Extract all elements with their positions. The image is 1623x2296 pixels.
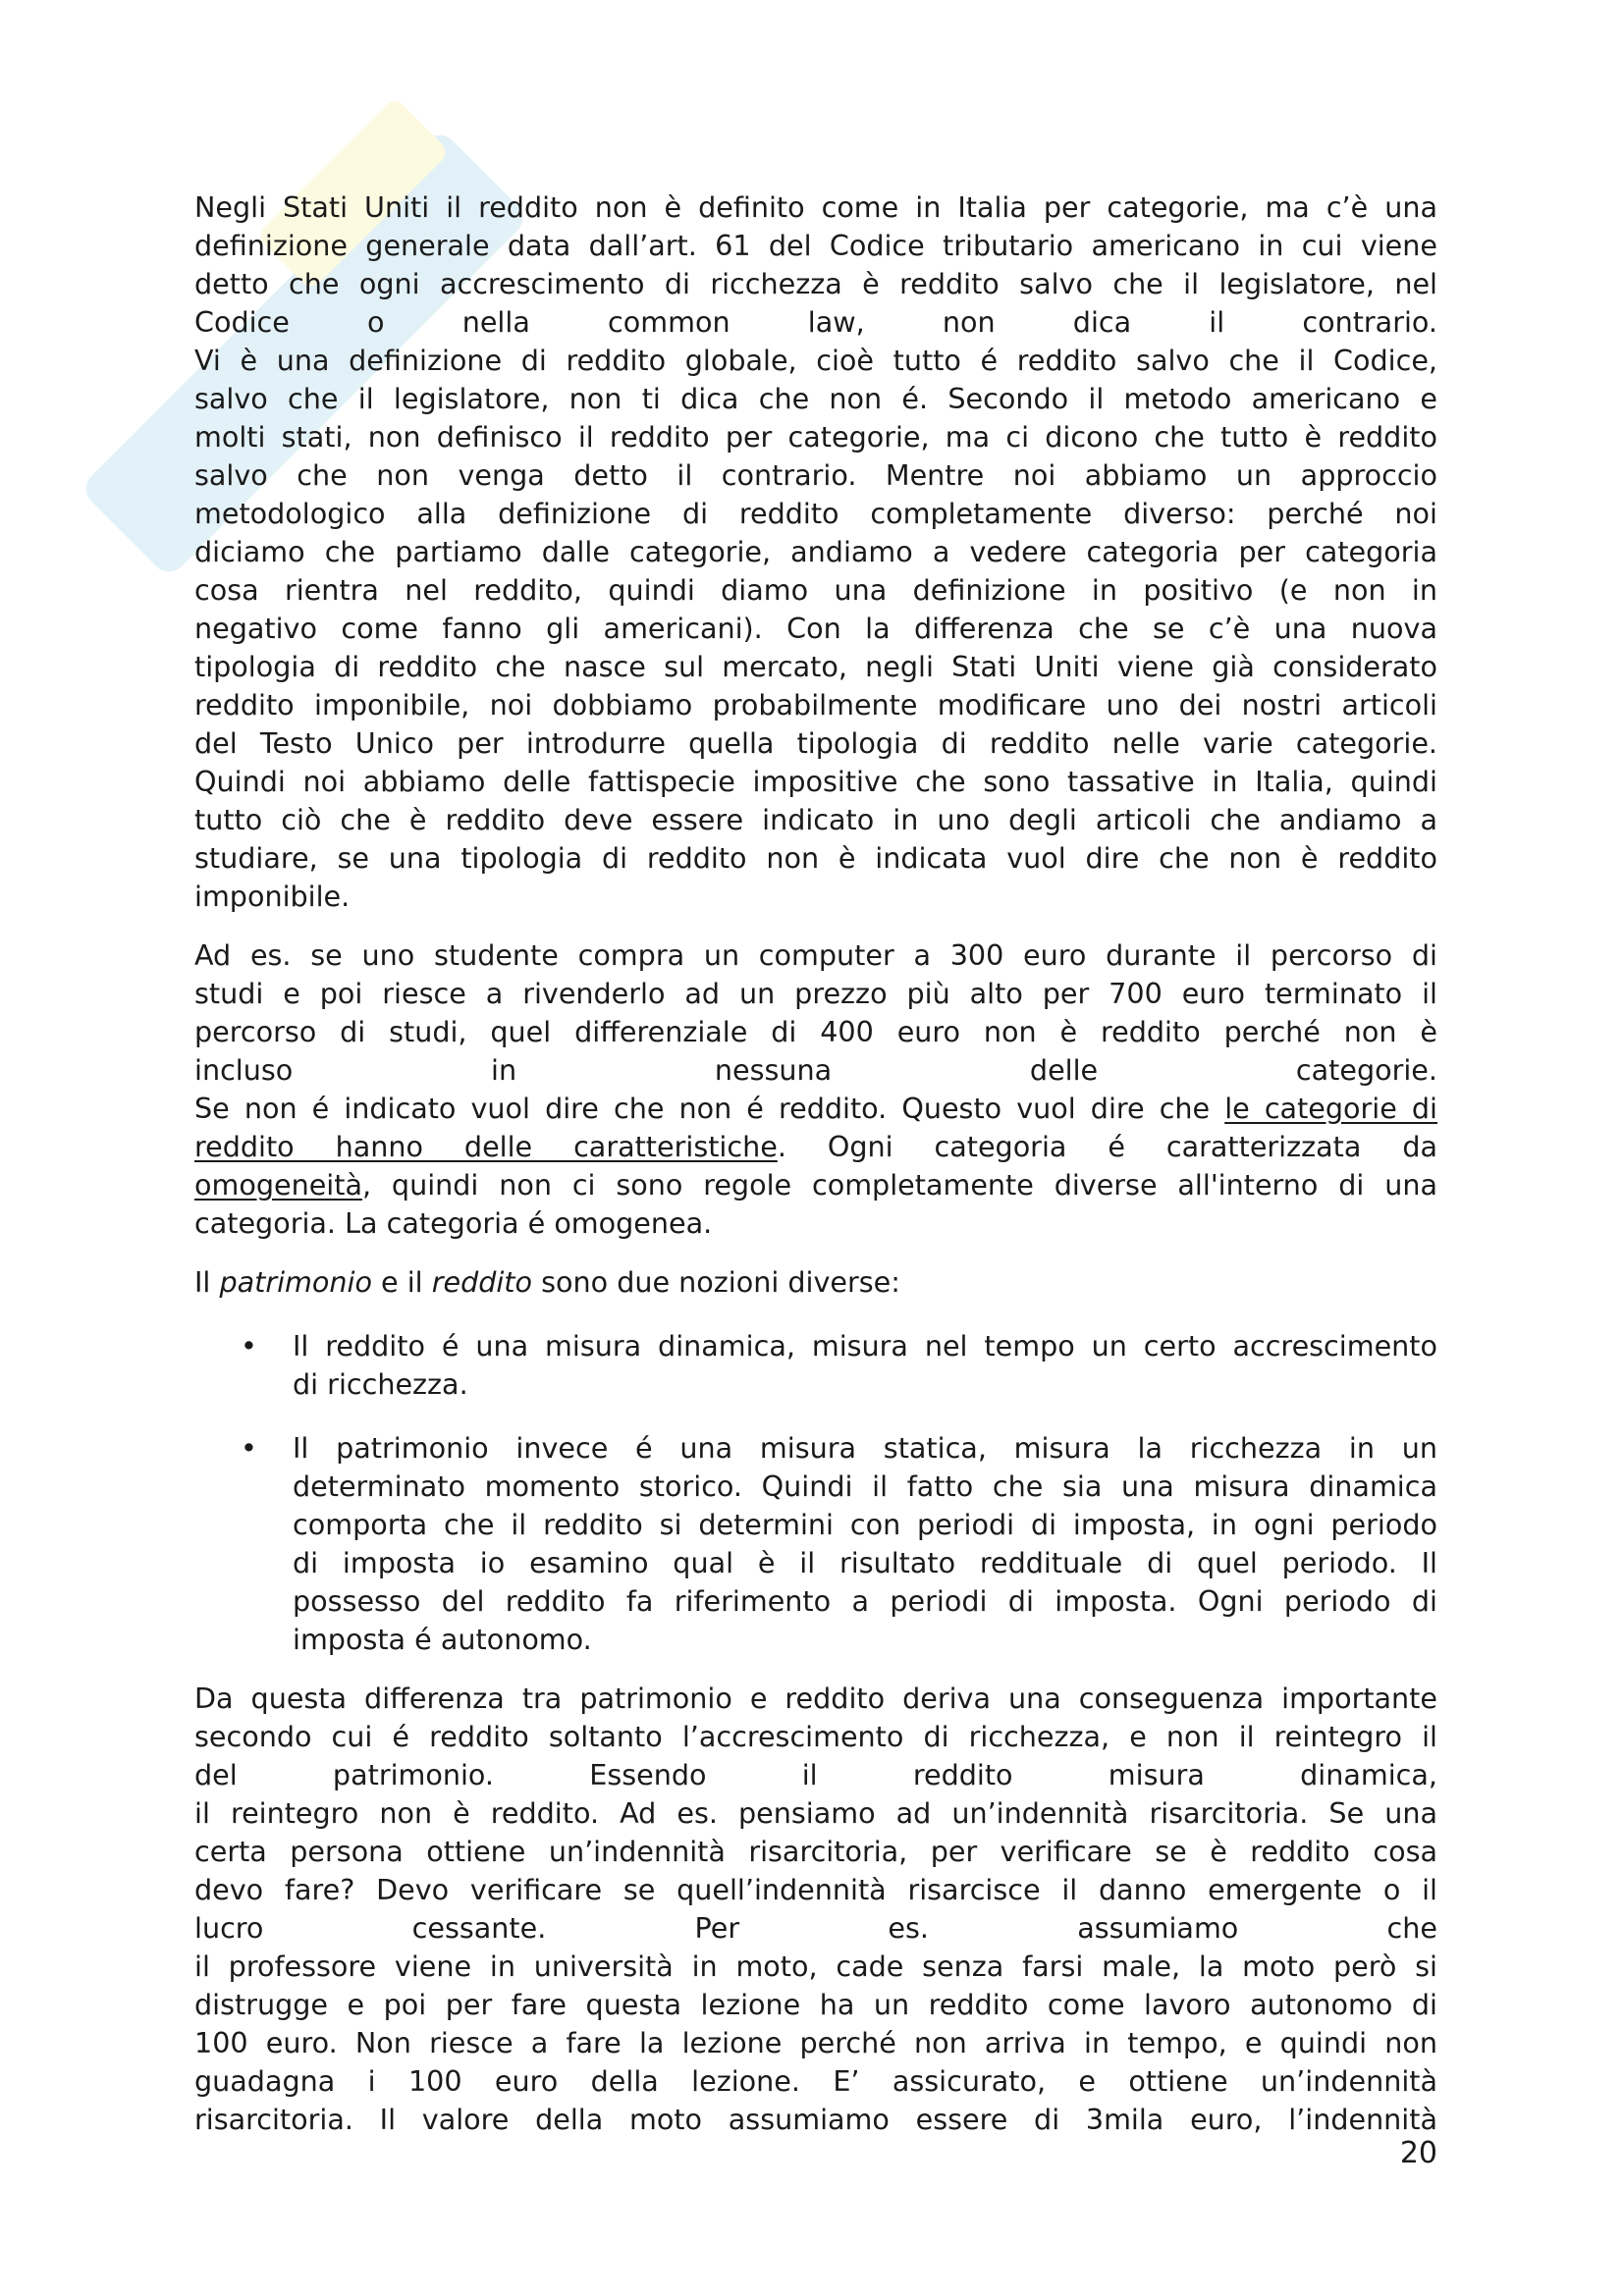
underlined-text: le categorie di [1224,1092,1437,1125]
text-line: diciamo che partiamo dalle categorie, andiamo a vedere categoria per categoria [194,535,1437,568]
text-line: salvo che il legislatore, non ti dica che non é. Secondo il metodo americano e [194,382,1437,415]
text-line: detto che ogni accrescimento di ricchezza è reddito salvo che il legislatore, nel [194,267,1437,300]
text-line: distrugge e poi per fare questa lezione ha un reddito come lavoro autonomo di [194,1988,1437,2021]
list-item [241,1327,1437,1404]
text-line: definizione generale data dall’art. 61 del Codice tributario americano in cui viene [194,229,1437,262]
text-line: studiare, se una tipologia di reddito non è indicata vuol dire che non è reddito [194,841,1437,875]
text-line: devo fare? Devo verificare se quell’indennità risarcisce il danno emergente o il [194,1873,1437,1906]
text-line: incluso in nessuna delle categorie. [194,1053,1437,1087]
text-line: secondo cui é reddito soltanto l’accrescimento di ricchezza, e non il reintegro il [194,1720,1437,1753]
text-span: . Ogni categoria é caratterizzata da [777,1130,1437,1163]
text-line: del patrimonio. Essendo il reddito misura dinamica, [194,1758,1437,1791]
text-line: Da questa differenza tra patrimonio e reddito deriva una conseguenza importante [194,1682,1437,1715]
text-line: studi e poi riesce a rivenderlo ad un prezzo più alto per 700 euro terminato il [194,977,1437,1010]
text-line: di imposta io esamino qual è il risultato reddituale di quel periodo. Il [293,1546,1437,1579]
bullet-icon: • [241,1431,257,1465]
text-line: tutto ciò che è reddito deve essere indicato in uno degli articoli che andiamo a [194,803,1437,836]
text-span: e il [371,1265,432,1299]
text-line: Vi è una definizione di reddito globale, cioè tutto é reddito salvo che il Codice, [194,344,1437,377]
italic-term: patrimonio [219,1265,372,1299]
text-line: salvo che non venga detto il contrario. Mentre noi abbiamo un approccio [194,458,1437,492]
document-body [194,188,1437,2139]
text-line: Ad es. se uno studente compra un computer a 300 euro durante il percorso di [194,938,1437,972]
text-line: comporta che il reddito si determini con periodi di imposta, in ogni periodo [293,1508,1437,1541]
text-line [194,1090,1437,1128]
text-line: Quindi noi abbiamo delle fattispecie impositive che sono tassative in Italia, quindi [194,765,1437,798]
underlined-text: omogeneità [194,1168,362,1201]
paragraph-patrimonio-reddito [194,1263,1437,1302]
text-line: risarcitoria. Il valore della moto assumiamo essere di 3mila euro, l’indennità [194,2103,1437,2136]
text-line: determinato momento storico. Quindi il fatto che sia una misura dinamica [293,1469,1437,1503]
text-line: tipologia di reddito che nasce sul mercato, negli Stati Uniti viene già considerato [194,650,1437,683]
text-line: Il patrimonio invece é una misura statica, misura la ricchezza in un [293,1431,1437,1465]
page-number: 20 [1399,2136,1437,2170]
text-line: Codice o nella common law, non dica il contrario. [194,305,1437,339]
text-span: Il [194,1265,220,1299]
text-line: cosa rientra nel reddito, quindi diamo una definizione in positivo (e non in [194,573,1437,607]
text-span: , quindi non ci sono regole completamente diverse all'interno di una [361,1168,1437,1201]
text-line: molti stati, non definisco il reddito per categorie, ma ci dicono che tutto è reddito [194,420,1437,454]
text-line [194,1166,1437,1204]
text-line: negativo come fanno gli americani). Con la differenza che se c’è una nuova [194,612,1437,645]
bullet-icon: • [241,1329,257,1362]
text-line: imposta é autonomo. [293,1623,592,1656]
paragraph-student-example [194,936,1437,1243]
text-line: imponibile. [194,880,351,913]
text-span: sono due nozioni diverse: [532,1265,900,1299]
text-line: reddito imponibile, noi dobbiamo probabilmente modificare uno dei nostri articoli [194,688,1437,721]
bullet-list [241,1327,1437,1659]
text-line: di ricchezza. [293,1367,468,1401]
text-line: guadagna i 100 euro della lezione. E’ assicurato, e ottiene un’indennità [194,2064,1437,2098]
text-line: categoria. La categoria é omogenea. [194,1206,713,1240]
list-item [241,1429,1437,1659]
text-span: Se non é indicato vuol dire che non é reddito. Questo vuol dire che [194,1092,1225,1125]
text-line: del Testo Unico per introdurre quella tipologia di reddito nelle varie categorie. [194,726,1437,760]
paragraph-reintegro [194,1680,1437,2139]
italic-term: reddito [431,1265,533,1299]
text-line: percorso di studi, quel differenziale di 400 euro non è reddito perché non è [194,1015,1437,1048]
text-line: lucro cessante. Per es. assumiamo che [194,1911,1437,1945]
underlined-text: reddito hanno delle caratteristiche [194,1130,778,1163]
text-line: metodologico alla definizione di reddito completamente diverso: perché noi [194,497,1437,530]
text-line: 100 euro. Non riesce a fare la lezione perché non arriva in tempo, e quindi non [194,2026,1437,2059]
text-line [194,1263,1437,1302]
paragraph-us-income-definition [194,188,1437,916]
text-line: Il reddito é una misura dinamica, misura nel tempo un certo accrescimento [293,1329,1437,1362]
text-line: Negli Stati Uniti il reddito non è definito come in Italia per categorie, ma c’è una [194,190,1437,224]
text-line: il reintegro non è reddito. Ad es. pensiamo ad un’indennità risarcitoria. Se una [194,1796,1437,1830]
text-line: il professore viene in università in moto, cade senza farsi male, la moto però si [194,1949,1437,1983]
text-line: certa persona ottiene un’indennità risarcitoria, per verificare se è reddito cosa [194,1835,1437,1868]
text-line [194,1128,1437,1166]
text-line: possesso del reddito fa riferimento a periodi di imposta. Ogni periodo di [293,1584,1437,1618]
